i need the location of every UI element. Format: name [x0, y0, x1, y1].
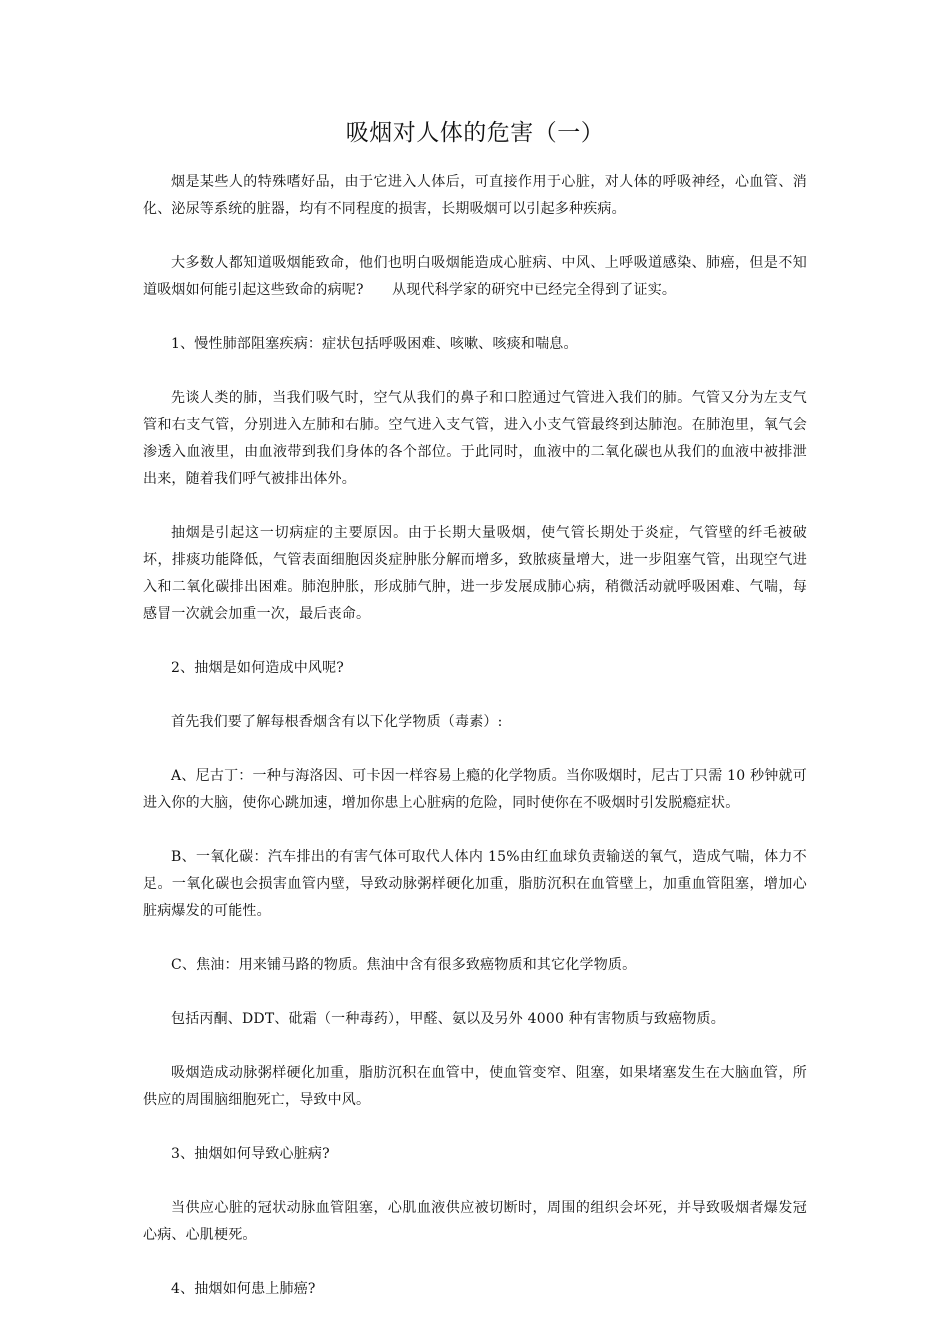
section-heading-copd: 1、慢性肺部阻塞疾病：症状包括呼吸困难、咳嗽、咳痰和喘息。 [171, 336, 578, 352]
section-heading-lung-cancer: 4、抽烟如何患上肺癌? [171, 1281, 316, 1297]
paragraph-heart-disease: 当供应心脏的冠状动脉血管阻塞，心肌血液供应被切断时，周围的组织会坏死，并导致吸烟者爆发冠心病、心肌梗死。 [143, 1200, 807, 1243]
section-heading-heart-disease: 3、抽烟如何导致心脏病? [171, 1146, 330, 1162]
document-body [143, 113, 807, 1330]
paragraph-other-substances: 包括丙酮、DDT、砒霜（一种毒药），甲醛、氨以及另外 4000 种有害物质与致癌物质。 [171, 1011, 725, 1027]
paragraph-lung-function: 先谈人类的肺，当我们吸气时，空气从我们的鼻子和口腔通过气管进入我们的肺。气管又分为左支气管和右支气管，分别进入左肺和右肺。空气进入支气管，进入小支气管最终到达肺泡。在肺泡里，氧气会渗透入血液里，由血液带到我们身体的各个部位。于此同时，血液中的二氧化碳也从我们的血液中被排泄出来，随着我们呼气被排出体外。 [143, 390, 807, 487]
document-title: 吸烟对人体的危害（一） [345, 120, 605, 146]
paragraph-stroke-mechanism: 吸烟造成动脉粥样硬化加重，脂肪沉积在血管中，使血管变窄、阻塞，如果堵塞发生在大脑血管，所供应的周围脑细胞死亡，导致中风。 [143, 1065, 807, 1108]
paragraph-smoking-cause: 抽烟是引起这一切病症的主要原因。由于长期大量吸烟，使气管长期处于炎症，气管壁的纤毛被破坏，排痰功能降低，气管表面细胞因炎症肿胀分解而增多，致脓痰量增大，进一步阻塞气管，出现空气进入和二氧化碳排出困难。肺泡肿胀，形成肺气肿，进一步发展成肺心病，稍微活动就呼吸困难、气喘，每感冒一次就会加重一次，最后丧命。 [143, 525, 807, 622]
paragraph-overview: 大多数人都知道吸烟能致命，他们也明白吸烟能造成心脏病、中风、上呼吸道感染、肺癌，但是不知道吸烟如何能引起这些致命的病呢? 从现代科学家的研究中已经完全得到了证实。 [143, 255, 807, 298]
section-heading-stroke: 2、抽烟是如何造成中风呢? [171, 660, 345, 676]
paragraph-chemicals-intro: 首先我们要了解每根香烟含有以下化学物质（毒素）: [171, 714, 503, 730]
paragraph-intro: 烟是某些人的特殊嗜好品，由于它进入人体后，可直接作用于心脏，对人体的呼吸神经，心血管、消化、泌尿等系统的脏器，均有不同程度的损害，长期吸烟可以引起多种疾病。 [143, 174, 807, 217]
paragraph-nicotine: A、尼古丁：一种与海洛因、可卡因一样容易上瘾的化学物质。当你吸烟时，尼古丁只需 10 秒钟就可进入你的大脑，使你心跳加速，增加你患上心脏病的危险，同时使你在不吸烟时引发脱瘾症状。 [143, 768, 807, 811]
paragraph-tar: C、焦油：用来铺马路的物质。焦油中含有很多致癌物质和其它化学物质。 [171, 957, 637, 973]
paragraph-carbon-monoxide: B、一氧化碳：汽车排出的有害气体可取代人体内 15%由红血球负责输送的氧气，造成气喘，体力不足。一氧化碳也会损害血管内壁，导致动脉粥样硬化加重，脂肪沉积在血管壁上，加重血管阻塞，增加心脏病爆发的可能性。 [143, 849, 807, 919]
